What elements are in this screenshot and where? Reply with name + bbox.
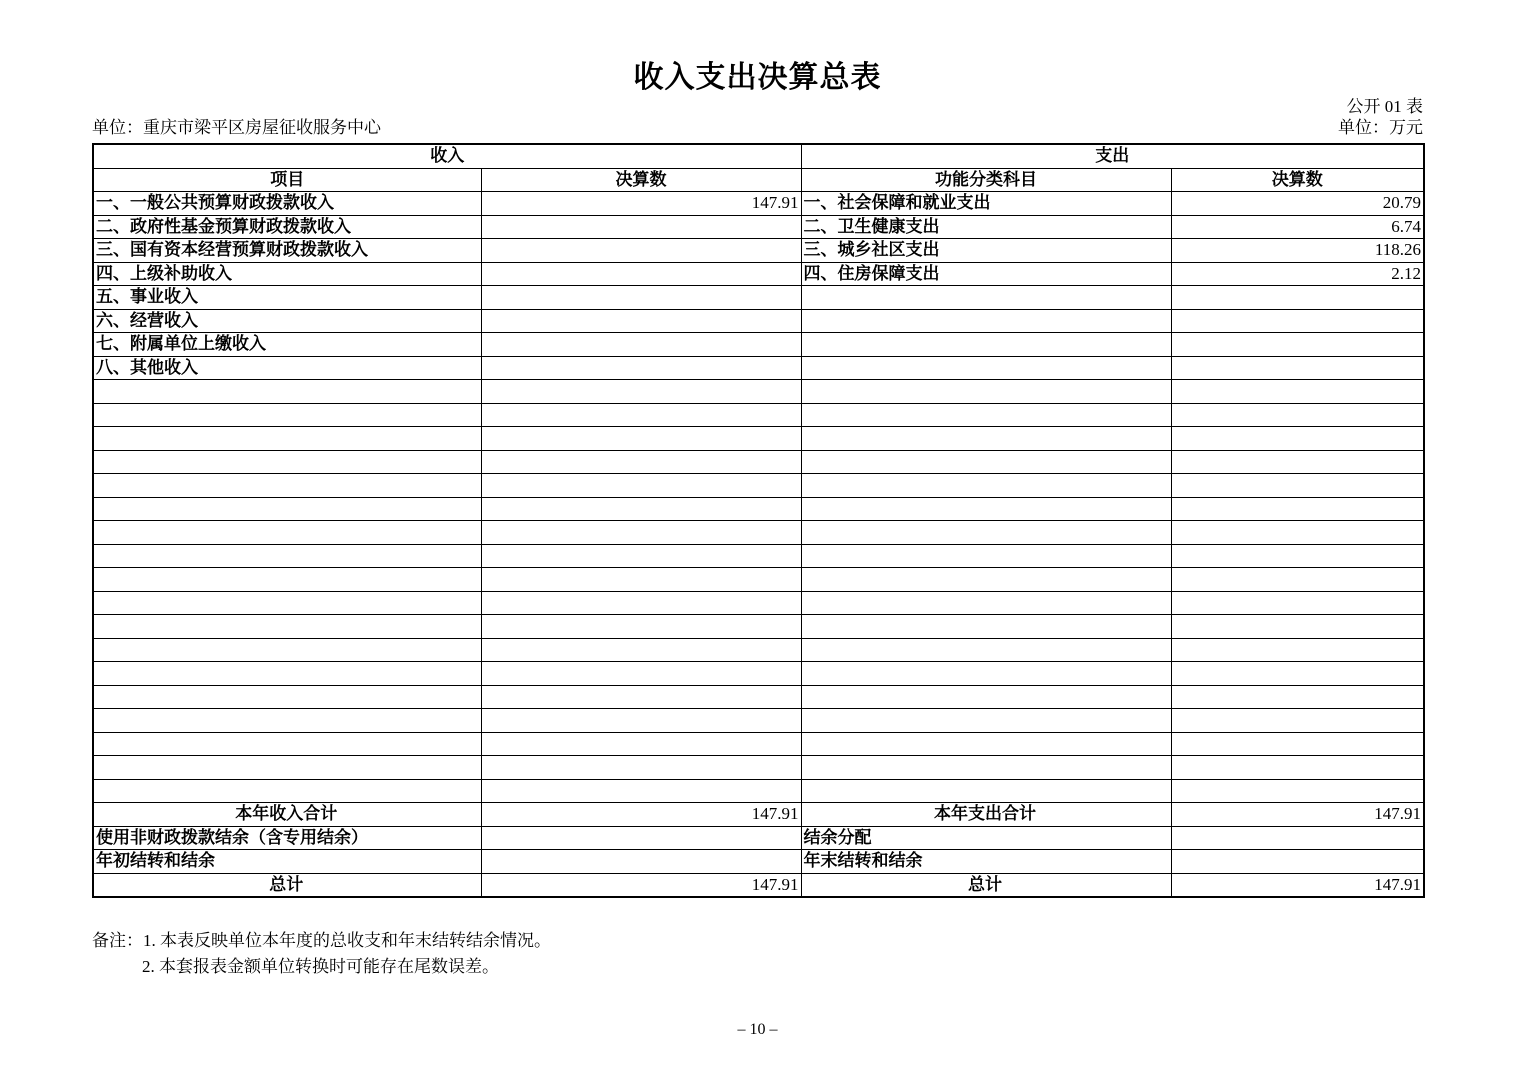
income-amount-cell: [481, 779, 801, 803]
expenditure-item-cell: 三、城乡社区支出: [801, 239, 1171, 263]
expenditure-amount-cell: [1171, 521, 1424, 545]
expenditure-item-cell: [801, 544, 1171, 568]
income-item-cell: [93, 568, 481, 592]
income-amount-cell: [481, 685, 801, 709]
income-amount-cell: [481, 638, 801, 662]
carryover-row: [93, 850, 1424, 874]
expenditure-item-cell: 一、社会保障和就业支出: [801, 192, 1171, 216]
table-row: [93, 685, 1424, 709]
income-amount-cell: [481, 403, 801, 427]
expenditure-amount-column-header: 决算数: [1171, 168, 1424, 192]
non-fiscal-surplus-row: [93, 826, 1424, 850]
footnote-item-1: 1. 本表反映单位本年度的总收支和年末结转结余情况。: [143, 931, 551, 950]
income-item-cell: [93, 544, 481, 568]
table-row: [93, 732, 1424, 756]
expenditure-item-cell: [801, 732, 1171, 756]
table-row: [93, 215, 1424, 239]
income-annual-total-value: 147.91: [481, 803, 801, 827]
expenditure-amount-cell: [1171, 732, 1424, 756]
expenditure-item-column-header: 功能分类科目: [801, 168, 1171, 192]
expenditure-item-cell: [801, 474, 1171, 498]
expenditure-item-cell: [801, 309, 1171, 333]
expenditure-amount-cell: [1171, 779, 1424, 803]
expenditure-amount-cell: [1171, 356, 1424, 380]
page-title: 收入支出决算总表: [633, 61, 882, 94]
table-row: [93, 662, 1424, 686]
org-unit-label: 单位：重庆市梁平区房屋征收服务中心: [92, 118, 381, 137]
income-amount-cell: [481, 380, 801, 404]
table-row: [93, 591, 1424, 615]
expenditure-grand-total-label: 总计: [801, 873, 1171, 897]
expenditure-amount-cell: [1171, 333, 1424, 357]
expenditure-item-cell: [801, 568, 1171, 592]
expenditure-amount-cell: 118.26: [1171, 239, 1424, 263]
expenditure-amount-cell: [1171, 662, 1424, 686]
final-accounts-table: [92, 143, 1425, 898]
table-row: [93, 779, 1424, 803]
expenditure-amount-cell: [1171, 638, 1424, 662]
income-amount-cell: [481, 333, 801, 357]
income-item-cell: 二、政府性基金预算财政拨款收入: [93, 215, 481, 239]
income-item-cell: 六、经营收入: [93, 309, 481, 333]
expenditure-item-cell: [801, 356, 1171, 380]
table-row: [93, 239, 1424, 263]
income-amount-cell: [481, 615, 801, 639]
expenditure-item-cell: [801, 638, 1171, 662]
expenditure-amount-cell: [1171, 568, 1424, 592]
income-amount-cell: [481, 309, 801, 333]
expenditure-amount-cell: [1171, 427, 1424, 451]
income-amount-cell: [481, 474, 801, 498]
income-carryover-value: [481, 850, 801, 874]
expenditure-amount-cell: [1171, 403, 1424, 427]
income-annual-total-label: 本年收入合计: [93, 803, 481, 827]
expenditure-item-cell: [801, 615, 1171, 639]
unit-info-row: [92, 113, 1423, 138]
income-item-cell: [93, 779, 481, 803]
expenditure-annual-total-label: 本年支出合计: [801, 803, 1171, 827]
income-amount-column-header: 决算数: [481, 168, 801, 192]
table-row: [93, 521, 1424, 545]
income-amount-cell: [481, 568, 801, 592]
grand-total-row: [93, 873, 1424, 897]
income-item-cell: 四、上级补助收入: [93, 262, 481, 286]
table-row: [93, 333, 1424, 357]
expenditure-item-cell: [801, 662, 1171, 686]
expenditure-amount-cell: [1171, 591, 1424, 615]
income-item-cell: [93, 638, 481, 662]
income-item-cell: [93, 497, 481, 521]
expenditure-amount-cell: [1171, 309, 1424, 333]
column-header-row: [93, 168, 1424, 192]
income-amount-cell: [481, 450, 801, 474]
expenditure-item-cell: 四、住房保障支出: [801, 262, 1171, 286]
income-item-cell: [93, 450, 481, 474]
table-row: [93, 568, 1424, 592]
income-amount-cell: [481, 239, 801, 263]
table-row: [93, 403, 1424, 427]
expenditure-amount-cell: [1171, 497, 1424, 521]
income-item-cell: [93, 685, 481, 709]
income-amount-cell: [481, 215, 801, 239]
footnotes: [92, 928, 551, 980]
expenditure-carryover-label: 年末结转和结余: [801, 850, 1171, 874]
expenditure-amount-cell: [1171, 756, 1424, 780]
income-item-cell: [93, 403, 481, 427]
expenditure-carryover-value: [1171, 850, 1424, 874]
income-item-cell: [93, 427, 481, 451]
expenditure-amount-cell: [1171, 286, 1424, 310]
income-amount-cell: [481, 286, 801, 310]
expenditure-amount-cell: [1171, 474, 1424, 498]
expenditure-amount-cell: [1171, 685, 1424, 709]
footnote-line-1: [92, 928, 551, 954]
footnote-line-2: 2. 本套报表金额单位转换时可能存在尾数误差。: [142, 957, 499, 976]
income-carryover-label: 年初结转和结余: [93, 850, 481, 874]
table-row: [93, 615, 1424, 639]
expenditure-item-cell: [801, 685, 1171, 709]
income-amount-cell: [481, 356, 801, 380]
table-row: [93, 497, 1424, 521]
expenditure-item-cell: [801, 380, 1171, 404]
income-amount-cell: [481, 497, 801, 521]
section-header-row: [93, 144, 1424, 168]
income-item-cell: [93, 662, 481, 686]
income-amount-cell: 147.91: [481, 192, 801, 216]
table-row: [93, 709, 1424, 733]
expenditure-item-cell: [801, 497, 1171, 521]
income-amount-cell: [481, 427, 801, 451]
expenditure-amount-cell: [1171, 615, 1424, 639]
page-number: – 10 –: [737, 1021, 778, 1038]
expenditure-amount-cell: 2.12: [1171, 262, 1424, 286]
expenditure-item-cell: [801, 286, 1171, 310]
expenditure-item-cell: [801, 709, 1171, 733]
income-item-cell: 八、其他收入: [93, 356, 481, 380]
expenditure-item-cell: [801, 450, 1171, 474]
table-row: [93, 286, 1424, 310]
table-row: [93, 192, 1424, 216]
expenditure-item-cell: [801, 427, 1171, 451]
expenditure-grand-total-value: 147.91: [1171, 873, 1424, 897]
expenditure-item-cell: [801, 779, 1171, 803]
table-row: [93, 309, 1424, 333]
table-row: [93, 427, 1424, 451]
income-amount-cell: [481, 709, 801, 733]
income-section-header: 收入: [93, 144, 801, 168]
expenditure-item-cell: [801, 521, 1171, 545]
income-nonfiscal-surplus-label: 使用非财政拨款结余（含专用结余）: [93, 826, 481, 850]
table-row: [93, 356, 1424, 380]
expenditure-surplus-allocation-label: 结余分配: [801, 826, 1171, 850]
income-item-cell: [93, 591, 481, 615]
income-amount-cell: [481, 262, 801, 286]
income-nonfiscal-surplus-value: [481, 826, 801, 850]
income-item-cell: [93, 732, 481, 756]
expenditure-annual-total-value: 147.91: [1171, 803, 1424, 827]
annual-total-row: [93, 803, 1424, 827]
income-item-cell: [93, 756, 481, 780]
income-grand-total-value: 147.91: [481, 873, 801, 897]
footnote-label: 备注：: [92, 931, 143, 950]
income-amount-cell: [481, 662, 801, 686]
income-amount-cell: [481, 591, 801, 615]
expenditure-item-cell: 二、卫生健康支出: [801, 215, 1171, 239]
income-item-cell: [93, 521, 481, 545]
table-row: [93, 756, 1424, 780]
income-amount-cell: [481, 756, 801, 780]
table-row: [93, 474, 1424, 498]
table-row: [93, 450, 1424, 474]
expenditure-amount-cell: [1171, 450, 1424, 474]
income-amount-cell: [481, 521, 801, 545]
income-item-cell: [93, 709, 481, 733]
table-code-label: 公开 01 表: [1346, 97, 1423, 116]
table-row: [93, 638, 1424, 662]
expenditure-amount-cell: 20.79: [1171, 192, 1424, 216]
table-row: [93, 544, 1424, 568]
table-row: [93, 262, 1424, 286]
income-item-cell: 七、附属单位上缴收入: [93, 333, 481, 357]
income-item-column-header: 项目: [93, 168, 481, 192]
income-item-cell: [93, 380, 481, 404]
income-item-cell: [93, 474, 481, 498]
expenditure-amount-cell: 6.74: [1171, 215, 1424, 239]
expenditure-amount-cell: [1171, 380, 1424, 404]
expenditure-item-cell: [801, 591, 1171, 615]
expenditure-item-cell: [801, 756, 1171, 780]
table-row: [93, 380, 1424, 404]
income-amount-cell: [481, 544, 801, 568]
currency-unit-label: 单位：万元: [1338, 118, 1423, 137]
expenditure-amount-cell: [1171, 709, 1424, 733]
income-item-cell: 五、事业收入: [93, 286, 481, 310]
expenditure-amount-cell: [1171, 544, 1424, 568]
expenditure-item-cell: [801, 403, 1171, 427]
income-grand-total-label: 总计: [93, 873, 481, 897]
income-item-cell: [93, 615, 481, 639]
expenditure-section-header: 支出: [801, 144, 1424, 168]
income-item-cell: 一、一般公共预算财政拨款收入: [93, 192, 481, 216]
income-amount-cell: [481, 732, 801, 756]
income-item-cell: 三、国有资本经营预算财政拨款收入: [93, 239, 481, 263]
expenditure-item-cell: [801, 333, 1171, 357]
expenditure-surplus-allocation-value: [1171, 826, 1424, 850]
